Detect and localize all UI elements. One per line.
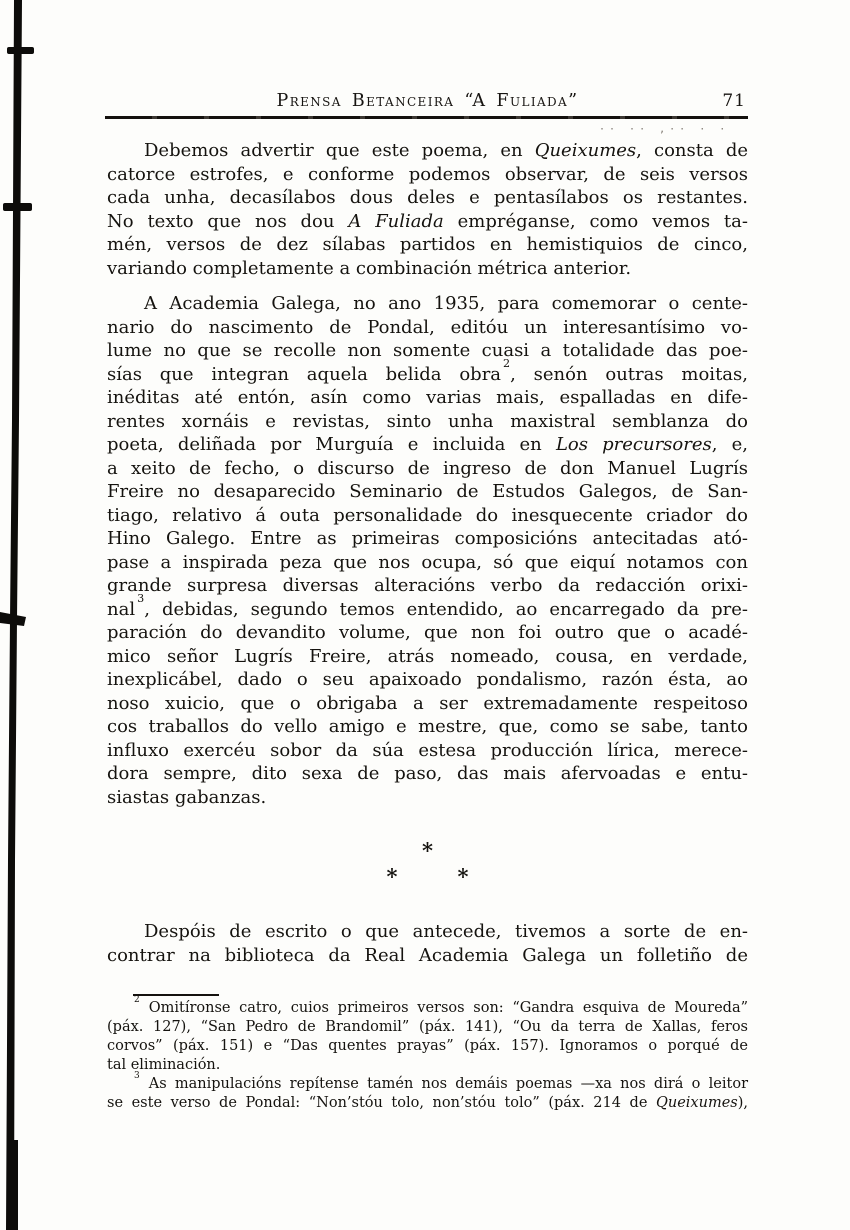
text-segment: mico señor Lugrís Freire, atrás nomeado, cousa, en verdade, [107, 645, 748, 667]
text-line [107, 668, 748, 692]
text-segment: , e, [711, 434, 748, 455]
text-segment: noso xuicio, que o obrigaba a ser extremadamente respeitoso [107, 692, 748, 714]
text-segment: nario do nascimento de Pondal, editóu un interesantísimo vo- [107, 316, 748, 338]
text-segment: paración do devandito volume, que non foi outro que o acadé- [107, 622, 748, 643]
text-line [107, 715, 748, 739]
text-segment: mén, versos de dez sílabas partidos en hemistiquios de cinco, [107, 234, 748, 255]
paragraph-3 [107, 920, 748, 967]
text-segment: Debemos advertir que este poema, en [144, 140, 535, 161]
asterisk-glyph: * [386, 864, 398, 889]
text-segment: rentes xornáis e revistas, sinto unha maxistral semblanza do [107, 410, 748, 432]
paragraph-2 [107, 292, 748, 809]
text-segment: nal [107, 598, 136, 620]
text-line [107, 316, 748, 340]
text-line [107, 786, 748, 810]
text-segment: a xeito de fecho, o discurso de ingreso de don Manuel Lugrís [107, 457, 748, 479]
text-segment: pase a inspirada peza que nos ocupa, só que eiquí notamos con [107, 551, 748, 573]
text-line [107, 944, 748, 968]
section-break-asterism [107, 838, 748, 890]
text-line [107, 739, 748, 763]
text-segment: tal eliminación. [107, 1057, 221, 1073]
text-line [107, 292, 748, 316]
text-line [107, 480, 748, 504]
text-line [107, 139, 748, 163]
footnote-3 [107, 1071, 748, 1113]
italic-text: Los precursores [555, 434, 712, 455]
text-segment: inexplicábel, dado o seu apaixoado pondalismo, razón ésta, ao [107, 669, 748, 690]
text-line [107, 186, 748, 210]
page-number: 71 [722, 91, 746, 111]
text-line [107, 457, 748, 481]
text-segment: No texto que nos dou [107, 210, 349, 232]
running-title: Prensa Betanceira “A Fuliada” [276, 91, 579, 111]
text-segment: variando completamente a combinación métrica anterior. [107, 257, 632, 279]
text-line [107, 692, 748, 716]
text-segment: ), [737, 1095, 748, 1111]
text-segment: sías que integran aquela belida obra [107, 363, 502, 385]
footnote-marker: 3 [134, 1071, 140, 1082]
text-line [107, 592, 748, 622]
text-segment: , consta de [636, 140, 748, 161]
text-segment: cada unha, decasílabos dous deles e pentasílabos os restantes. [107, 187, 748, 208]
footnote-marker: 2 [503, 357, 511, 371]
text-line [107, 257, 748, 281]
asterisk-bottom-row [107, 864, 748, 890]
text-line [107, 357, 748, 387]
text-segment: empréganse, como vemos ta- [443, 210, 748, 232]
text-line [107, 551, 748, 575]
asterisk-glyph: * [457, 864, 469, 889]
text-segment: contrar na biblioteca da Real Academia Galega un folletiño de [107, 944, 748, 966]
text-segment: influxo exercéu sobor da súa estesa producción lírica, merece- [107, 739, 748, 761]
text-segment: Freire no desaparecido Seminario de Estudos Galegos, de San- [107, 481, 748, 502]
text-line [107, 433, 748, 457]
text-segment: lume no que se recolle non somente cuasi a totalidade das poe- [107, 340, 748, 361]
text-segment: catorce estrofes, e conforme podemos observar, de seis versos [107, 163, 748, 185]
text-line [107, 210, 748, 234]
text-segment: inéditas até entón, asín como varias mais, espalladas en dife- [107, 387, 748, 408]
paragraph-1 [107, 139, 748, 280]
text-line [107, 621, 748, 645]
header-rule [105, 116, 748, 119]
text-line [107, 1071, 748, 1094]
asterisk-top [107, 838, 748, 864]
text-line [107, 386, 748, 410]
text-segment: tiago, relativo á outa personalidade do inesquecente criador do [107, 504, 748, 526]
text-segment: Despóis de escrito o que antecede, tivemos a sorte de en- [144, 921, 748, 942]
footnote-separator-rule [133, 994, 219, 996]
text-segment: (páx. 127), “San Pedro de Brandomil” (páx. 141), “Ou da terra de Xallas, feros [107, 1019, 748, 1035]
text-segment: As manipulacións repítense tamén nos demáis poemas —xa nos dirá o leitor [148, 1076, 748, 1092]
asterisk-glyph: * [422, 838, 433, 863]
text-segment: grande surpresa diversas alteracións verbo da redacción orixi- [107, 575, 748, 596]
text-line [107, 233, 748, 257]
text-segment: se este verso de Pondal: “Non’stóu tolo, non’stóu tolo” (páx. 214 de [107, 1095, 656, 1111]
italic-text: Queixumes [534, 140, 637, 161]
italic-text: A Fuliada [348, 210, 444, 232]
text-segment: dora sempre, dito sexa de paso, das mais afervoadas e entu- [107, 763, 748, 784]
text-line [107, 1018, 748, 1037]
footnote-2 [107, 995, 748, 1075]
text-segment: siastas gabanzas. [107, 786, 267, 808]
text-segment: corvos” (páx. 151) e “Das quentes prayas” (páx. 157). Ignoramos o porqué de [107, 1038, 748, 1054]
italic-text: Queixumes [655, 1095, 738, 1111]
text-segment: A Academia Galega, no ano 1935, para comemorar o cente- [144, 293, 748, 314]
scan-noise-dots: ·· ·· ,·· · · [599, 124, 730, 135]
footnote-marker: 2 [134, 995, 140, 1006]
text-line [107, 995, 748, 1018]
text-segment: cos traballos do vello amigo e mestre, que, como se sabe, tanto [107, 716, 748, 737]
page-header [107, 91, 748, 113]
text-line [107, 339, 748, 363]
text-line [107, 574, 748, 598]
text-line [107, 504, 748, 528]
text-segment: Hino Galego. Entre as primeiras composicións antecitadas ató- [107, 528, 748, 549]
text-line [107, 645, 748, 669]
text-segment: , debidas, segundo temos entendido, ao encarregado da pre- [144, 598, 748, 620]
text-segment: poeta, deliñada por Murguía e incluida en [107, 434, 556, 455]
footnotes-block [107, 995, 748, 1113]
text-line [107, 527, 748, 551]
footnote-marker: 3 [137, 592, 145, 606]
text-line [107, 920, 748, 944]
text-line [107, 1094, 748, 1113]
text-line [107, 163, 748, 187]
text-line [107, 1056, 748, 1075]
text-segment: Omitíronse catro, cuios primeiros versos son: “Gandra esquiva de Moureda” [148, 1000, 748, 1016]
text-line [107, 1037, 748, 1056]
text-segment: , senón outras moitas, [510, 363, 748, 385]
binding-mark [0, 0, 44, 1230]
text-line [107, 410, 748, 434]
text-line [107, 762, 748, 786]
